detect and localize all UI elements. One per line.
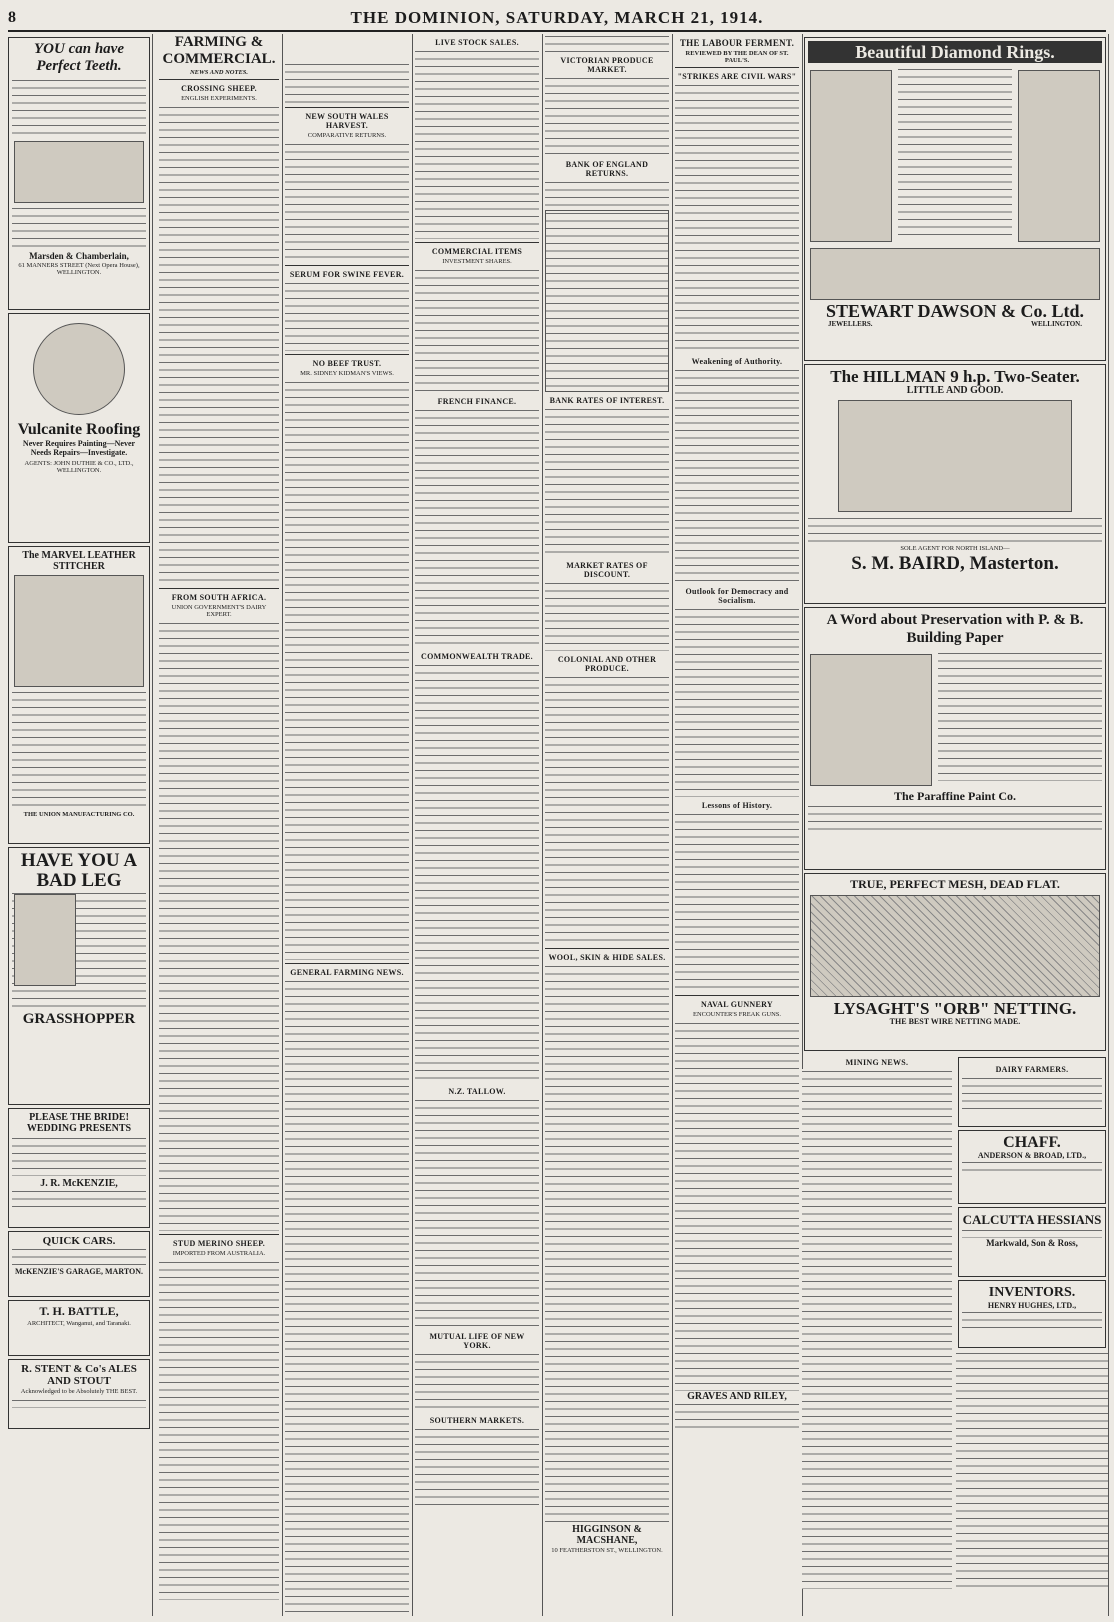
column-stock: [412, 34, 543, 1616]
commonwealth-trade-body: [415, 663, 539, 1083]
quick-cars-ad: [8, 1231, 150, 1297]
chaff-title: CHAFF.: [1003, 1134, 1061, 1151]
nsw-harvest-heading: NEW SOUTH WALES HARVEST.: [305, 112, 389, 130]
live-stock-body: [415, 49, 539, 239]
vulcanite-title: Vulcanite Roofing: [17, 421, 141, 438]
crossing-sheep-body: [159, 105, 279, 585]
building-paper-ad: [804, 607, 1106, 870]
lysaght-name: LYSAGHT'S "ORB" NETTING.: [833, 999, 1077, 1018]
rings-image-left: [810, 70, 892, 242]
strikes-quote: "STRIKES ARE CIVIL WARS": [677, 72, 797, 81]
french-finance-body: [415, 408, 539, 648]
jewellers-label: JEWELLERS.: [828, 320, 873, 328]
stitcher-ad: [8, 546, 150, 844]
beef-trust-subheading: MR. SIDNEY KIDMAN'S VIEWS.: [300, 370, 394, 377]
inventors-ad: [958, 1280, 1106, 1348]
nsw-harvest-body: [285, 142, 409, 262]
hillman-subtitle: LITTLE AND GOOD.: [906, 385, 1004, 396]
stewart-dawson-ad: [804, 37, 1106, 361]
stent-sub: Acknowledged to be Absolutely THE BEST.: [20, 1388, 138, 1395]
badleg-ad: [8, 847, 150, 1105]
column-labour: [672, 34, 803, 1616]
investment-shares-table: [415, 268, 539, 393]
chaff-ad: [958, 1130, 1106, 1204]
bride-ad: [8, 1108, 150, 1228]
stewart-city: WELLINGTON.: [1030, 320, 1082, 328]
bank-returns-table: [545, 210, 669, 392]
beef-trust-body: [285, 380, 409, 960]
rings-image-right: [1018, 70, 1100, 242]
vulcanite-agents: AGENTS: JOHN DUTHIE & CO., LTD., WELLINGTON.: [24, 460, 134, 474]
crossing-sheep-subheading: ENGLISH EXPERIMENTS.: [181, 95, 257, 102]
wool-sales-body: [545, 964, 669, 1524]
stitcher-image: [14, 575, 144, 687]
column-ads-left: [6, 34, 153, 1616]
southern-markets-heading: SOUTHERN MARKETS.: [429, 1416, 525, 1425]
labour-ferment-subheading: REVIEWED BY THE DEAN OF ST. PAUL'S.: [685, 50, 789, 64]
calcutta-title: CALCUTTA HESSIANS: [962, 1212, 1102, 1227]
victorian-produce-heading: VICTORIAN PRODUCE MARKET.: [560, 56, 654, 74]
colonial-produce-heading: COLONIAL AND OTHER PRODUCE.: [557, 655, 657, 673]
bank-rates-heading: BANK RATES OF INTEREST.: [549, 396, 665, 405]
victorian-produce-body: [545, 76, 669, 156]
bride-title: PLEASE THE BRIDE! WEDDING PRESENTS: [26, 1112, 132, 1134]
teeth-ad: [8, 37, 150, 310]
stud-merino-subheading: IMPORTED FROM AUSTRALIA.: [172, 1250, 266, 1257]
diamond-rings-title: Beautiful Diamond Rings.: [808, 41, 1102, 63]
mutual-life-body: [415, 1352, 539, 1412]
vulcanite-ad: [8, 313, 150, 543]
dentist-address: 61 MANNERS STREET (Next Opera House), WELLINGTON.: [18, 262, 140, 276]
stitcher-title: The MARVEL LEATHER STITCHER: [22, 550, 136, 572]
graves-riley-ad: GRAVES AND RILEY,: [687, 1391, 787, 1402]
democracy-body: [675, 607, 799, 797]
column-markets: [542, 34, 673, 1616]
lysaght-ad: [804, 873, 1106, 1051]
nz-tallow-heading: N.Z. TALLOW.: [448, 1087, 506, 1096]
french-finance-heading: FRENCH FINANCE.: [437, 397, 517, 406]
stent-ad: [8, 1359, 150, 1429]
authority-subheading: Weakening of Authority.: [691, 357, 783, 366]
calcutta-ad: [958, 1207, 1106, 1277]
southern-markets-body: [415, 1427, 539, 1507]
south-africa-heading: FROM SOUTH AFRICA.: [171, 593, 267, 602]
paraffine-name: The Paraffine Paint Co.: [894, 789, 1016, 803]
naval-gunnery-heading: NAVAL GUNNERY: [700, 1000, 773, 1009]
teeth-ad-title: YOU can have Perfect Teeth.: [34, 41, 124, 74]
bank-rates-body: [545, 407, 669, 557]
stewart-dawson-name: STEWART DAWSON & Co. Ltd.: [825, 301, 1085, 321]
page-number: 8: [8, 9, 16, 26]
column-ads-right: [802, 34, 1109, 1616]
farming-news-body: [285, 979, 409, 1616]
authority-body: [675, 368, 799, 583]
south-africa-body: [159, 621, 279, 1231]
dentures-image: [14, 141, 144, 203]
stitcher-company: THE UNION MANUFACTURING CO.: [23, 811, 135, 818]
nz-tallow-body: [415, 1098, 539, 1328]
column-farming: [156, 34, 283, 1616]
dentist-name: Marsden & Chamberlain,: [29, 251, 129, 261]
rings-row-image: [810, 248, 1100, 300]
swine-fever-heading: SERUM FOR SWINE FEVER.: [289, 270, 405, 279]
bank-england-heading: BANK OF ENGLAND RETURNS.: [565, 160, 649, 178]
farming-news-heading: GENERAL FARMING NEWS.: [290, 968, 404, 977]
dairy-farmers-heading: DAIRY FARMERS.: [995, 1065, 1069, 1074]
inventors-title: INVENTORS.: [988, 1285, 1076, 1300]
labour-ferment-heading: THE LABOUR FERMENT.: [679, 38, 795, 48]
market-discount-body: [545, 581, 669, 651]
commonwealth-trade-heading: COMMONWEALTH TRADE.: [421, 652, 533, 661]
hillman-title: The HILLMAN 9 h.p. Two-Seater.: [830, 367, 1080, 386]
dairy-farmers-ad: [958, 1057, 1106, 1127]
beef-trust-heading: NO BEEF TRUST.: [312, 359, 382, 368]
crossing-sheep-heading: CROSSING SHEEP.: [181, 84, 257, 93]
section-subtitle: NEWS AND NOTES.: [189, 69, 249, 76]
hillman-ad: [804, 364, 1106, 604]
nsw-harvest-subheading: COMPARATIVE RETURNS.: [307, 132, 387, 139]
hughes-name: HENRY HUGHES, LTD.,: [987, 1301, 1077, 1310]
lysaght-subtitle: THE BEST WIRE NETTING MADE.: [889, 1017, 1021, 1026]
paper-roll-image: [810, 654, 932, 786]
mining-news-body: [802, 1069, 952, 1589]
naval-gunnery-subheading: ENCOUNTER'S FREAK GUNS.: [692, 1011, 782, 1018]
stud-merino-heading: STUD MERINO SHEEP.: [172, 1239, 265, 1248]
mckenzie-name: J. R. McKENZIE,: [40, 1178, 118, 1189]
anderson-name: ANDERSON & BROAD, LTD.,: [977, 1151, 1087, 1160]
higginson-ad: HIGGINSON & MACSHANE,: [572, 1524, 642, 1546]
leg-image: [14, 894, 76, 986]
garage-name: McKENZIE'S GARAGE, MARTON.: [14, 1267, 144, 1276]
quick-cars-title: QUICK CARS.: [42, 1235, 116, 1247]
labour-body: [675, 83, 799, 353]
investment-shares-subheading: INVESTMENT SHARES.: [442, 258, 512, 265]
vulcanite-tagline: Never Requires Painting—Never Needs Repairs—Investigate.: [22, 439, 136, 457]
section-title: FARMING & COMMERCIAL.: [162, 34, 276, 67]
bank-england-body: [545, 180, 669, 210]
market-discount-heading: MARKET RATES OF DISCOUNT.: [566, 561, 648, 579]
mutual-life-heading: MUTUAL LIFE OF NEW YORK.: [429, 1332, 525, 1350]
battle-name: T. H. BATTLE,: [39, 1304, 119, 1318]
hillman-car-image: [838, 400, 1072, 512]
markwald-name: Markwald, Son & Ross,: [986, 1238, 1078, 1248]
vulcanite-seal-image: [33, 323, 125, 415]
commercial-items-heading: COMMERCIAL ITEMS: [431, 247, 523, 256]
paper-title: A Word about Preservation with P. & B. Building Paper: [826, 612, 1084, 646]
column-nsw: [282, 34, 413, 1616]
battle-sub: ARCHITECT, Wanganui, and Taranaki.: [27, 1320, 131, 1327]
badleg-title: HAVE YOU A BAD LEG: [20, 850, 138, 891]
stud-merino-body: [159, 1260, 279, 1600]
south-africa-subheading: UNION GOVERNMENT'S DAIRY EXPERT.: [171, 604, 267, 618]
grasshopper-title: GRASSHOPPER: [22, 1011, 136, 1027]
history-subheading: Lessons of History.: [701, 801, 773, 810]
baird-name: S. M. BAIRD, Masterton.: [851, 553, 1059, 574]
netting-headline: TRUE, PERFECT MESH, DEAD FLAT.: [850, 877, 1060, 891]
battle-ad: [8, 1300, 150, 1356]
history-body: [675, 812, 799, 992]
baird-prefix: SOLE AGENT FOR NORTH ISLAND—: [900, 545, 1010, 552]
mining-news-heading: MINING NEWS.: [845, 1058, 909, 1067]
wool-sales-heading: WOOL, SKIN & HIDE SALES.: [548, 953, 666, 962]
live-stock-heading: LIVE STOCK SALES.: [435, 38, 519, 47]
netting-image: [810, 895, 1100, 997]
naval-gunnery-body: [675, 1021, 799, 1391]
swine-fever-body: [285, 281, 409, 351]
masthead: [8, 6, 1106, 32]
colonial-produce-body: [545, 675, 669, 945]
higginson-address: 10 FEATHERSTON ST., WELLINGTON.: [551, 1547, 663, 1554]
newspaper-title: THE DOMINION, SATURDAY, MARCH 21, 1914.: [350, 8, 764, 27]
stent-name: R. STENT & Co's ALES AND STOUT: [21, 1363, 137, 1387]
democracy-subheading: Outlook for Democracy and Socialism.: [685, 587, 789, 605]
